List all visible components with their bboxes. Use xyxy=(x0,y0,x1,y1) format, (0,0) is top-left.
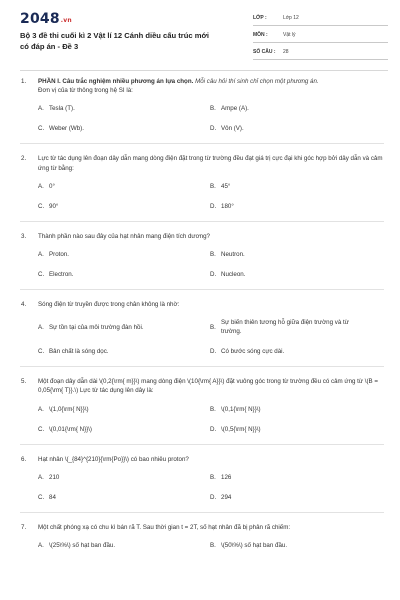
document-title: Bộ 3 đề thi cuối kì 2 Vật lí 12 Cánh diều cấu trúc mới có đáp án - Đề 3 xyxy=(20,31,209,51)
answer-options xyxy=(38,318,384,356)
question-divider xyxy=(20,512,384,513)
option-key: B. xyxy=(210,323,216,331)
option-key: D. xyxy=(210,202,217,210)
question-text: Một chất phóng xạ có chu kì bán rã T. Sau thời gian t = 2T, số hạt nhân đã bị phân rã chiếm: xyxy=(38,523,291,531)
option-key: A. xyxy=(38,251,44,259)
question-prompt: Đơn vị của từ thông trong hệ SI là: xyxy=(38,87,133,95)
option-key: C. xyxy=(38,125,45,133)
question-list xyxy=(0,77,400,550)
option-key: A. xyxy=(38,405,44,413)
question-number: 6. xyxy=(21,455,27,463)
option-d[interactable] xyxy=(210,425,370,434)
option-d[interactable] xyxy=(210,124,370,133)
option-text: 45° xyxy=(221,182,231,190)
meta-value-subject: Vật lý xyxy=(283,32,296,39)
question-text: Sóng điện từ truyền được trong chân không là nhờ: xyxy=(38,301,180,309)
question-item xyxy=(0,77,400,133)
option-d[interactable] xyxy=(210,270,370,279)
meta-row-class xyxy=(253,12,388,26)
question-number: 4. xyxy=(21,301,27,309)
option-a[interactable] xyxy=(38,473,210,482)
option-key: A. xyxy=(38,182,44,190)
option-text: \(0,01{\rm{ N}}\) xyxy=(49,425,92,433)
option-c[interactable] xyxy=(38,270,210,279)
question-divider xyxy=(20,221,384,222)
question-divider xyxy=(20,289,384,290)
option-b[interactable] xyxy=(210,104,370,113)
option-key: B. xyxy=(210,542,216,550)
option-b[interactable] xyxy=(210,318,370,336)
question-item xyxy=(0,154,400,210)
option-a[interactable] xyxy=(38,250,210,259)
option-text: Weber (Wb). xyxy=(49,125,84,133)
option-key: A. xyxy=(38,473,44,481)
option-d[interactable] xyxy=(210,493,370,502)
logo-suffix: .vn xyxy=(60,17,72,24)
option-key: B. xyxy=(210,405,216,413)
part-instruction: Mỗi câu hỏi thí sinh chỉ chọn một phương án. xyxy=(195,78,319,85)
option-a[interactable] xyxy=(38,318,210,336)
question-text: Hạt nhân \(_{84}^{210}{\rm{Po}}\) có bao nhiêu proton? xyxy=(38,455,189,463)
option-text: Có bước sóng cực dài. xyxy=(221,348,285,356)
answer-options xyxy=(38,473,384,502)
question-text xyxy=(38,77,384,86)
option-text: \(1,0{\rm{ N}}\) xyxy=(49,405,89,413)
option-a[interactable] xyxy=(38,182,210,191)
option-c[interactable] xyxy=(38,347,210,356)
option-key: C. xyxy=(38,493,45,501)
question-divider xyxy=(20,366,384,367)
option-b[interactable] xyxy=(210,182,370,191)
question-number: 3. xyxy=(21,232,27,240)
option-text: \(25\%\) số hạt ban đầu. xyxy=(49,542,116,550)
option-b[interactable] xyxy=(210,250,370,259)
answer-options xyxy=(38,182,384,211)
option-text: Tesla (T). xyxy=(49,105,75,113)
option-a[interactable] xyxy=(38,104,210,113)
option-key: B. xyxy=(210,105,216,113)
meta-key-subject: MÔN : xyxy=(253,32,268,39)
question-number: 2. xyxy=(21,155,27,163)
meta-key-question-count: SỐ CÂU : xyxy=(253,49,276,56)
option-text: 294 xyxy=(221,493,232,501)
answer-options xyxy=(38,405,384,434)
question-text: Thành phần nào sau đây của hạt nhân mang điện tích dương? xyxy=(38,232,210,240)
logo-text: 2048 xyxy=(20,11,60,27)
option-b[interactable] xyxy=(210,405,370,414)
question-item xyxy=(0,455,400,502)
meta-value-class: Lớp 12 xyxy=(283,15,299,22)
option-c[interactable] xyxy=(38,425,210,434)
question-item xyxy=(0,377,400,433)
option-text: 0° xyxy=(49,182,55,190)
question-number: 7. xyxy=(21,523,27,531)
option-key: D. xyxy=(210,125,217,133)
option-key: A. xyxy=(38,542,44,550)
option-text: Neutron. xyxy=(221,251,245,259)
question-number: 5. xyxy=(21,378,27,386)
option-c[interactable] xyxy=(38,124,210,133)
option-key: D. xyxy=(210,493,217,501)
option-key: C. xyxy=(38,202,45,210)
question-item xyxy=(0,232,400,279)
option-text: 90° xyxy=(49,202,59,210)
option-text: Nucleon. xyxy=(221,271,246,279)
option-a[interactable] xyxy=(38,405,210,414)
option-text: 84 xyxy=(49,493,56,501)
option-key: D. xyxy=(210,425,217,433)
question-text: Lực từ tác dụng lên đoạn dây dẫn mang dòng điện đặt trong từ trường đều đạt giá trị cực đại khi góc hợp bởi dây dẫn và cảm ứng từ bằng: xyxy=(38,155,383,172)
option-text: Sự biến thiên tương hỗ giữa điện trường và từ trường. xyxy=(221,319,349,336)
option-key: A. xyxy=(38,323,44,331)
option-text: \(0,5{\rm{ N}}\) xyxy=(221,425,261,433)
option-key: B. xyxy=(210,182,216,190)
part-title: PHẦN I. Câu trắc nghiệm nhiều phương án lựa chọn. xyxy=(38,78,194,85)
exam-meta xyxy=(253,12,388,63)
option-key: A. xyxy=(38,105,44,113)
option-text: \(50\%\) số hạt ban đầu. xyxy=(221,542,288,550)
option-text: 210 xyxy=(49,473,60,481)
option-c[interactable] xyxy=(38,493,210,502)
option-text: Sự tồn tại của môi trường đàn hồi. xyxy=(49,323,144,331)
meta-value-question-count: 28 xyxy=(283,49,289,56)
meta-key-class: LỚP : xyxy=(253,15,267,22)
option-c[interactable] xyxy=(38,202,210,211)
answer-options xyxy=(38,541,384,550)
option-text: Ampe (A). xyxy=(221,105,249,113)
question-text: Một đoạn dây dẫn dài \(0,2{\rm{ m}}\) mang dòng điện \(10{\rm{ A}}\) đặt vuông góc trong từ trường đều có cảm ứng từ \(B = 0,05{\rm{ T}}.\) Lực từ tác dụng lên dây là: xyxy=(38,378,378,395)
option-d[interactable] xyxy=(210,202,370,211)
option-text: 126 xyxy=(221,473,232,481)
option-text: 180° xyxy=(221,202,234,210)
header-divider xyxy=(20,70,388,71)
option-key: B. xyxy=(210,473,216,481)
question-item xyxy=(0,300,400,356)
question-number: 1. xyxy=(21,78,27,85)
option-d[interactable] xyxy=(210,347,370,356)
answer-options xyxy=(38,104,384,133)
meta-row-question-count xyxy=(253,46,388,60)
option-key: B. xyxy=(210,251,216,259)
question-divider xyxy=(20,143,384,144)
option-key: D. xyxy=(210,348,217,356)
question-item xyxy=(0,523,400,550)
meta-row-subject xyxy=(253,29,388,43)
document-header xyxy=(0,0,400,68)
option-text: Bản chất là sóng dọc. xyxy=(49,348,109,356)
option-text: Electron. xyxy=(49,271,74,279)
option-text: Vôn (V). xyxy=(221,125,244,133)
option-text: Proton. xyxy=(49,251,69,259)
option-key: C. xyxy=(38,425,45,433)
option-b[interactable] xyxy=(210,541,370,550)
option-key: C. xyxy=(38,271,45,279)
answer-options xyxy=(38,250,384,279)
option-b[interactable] xyxy=(210,473,370,482)
site-logo[interactable] xyxy=(20,11,72,27)
option-key: C. xyxy=(38,348,45,356)
option-a[interactable] xyxy=(38,541,210,550)
option-text: \(0,1{\rm{ N}}\) xyxy=(221,405,261,413)
option-key: D. xyxy=(210,271,217,279)
question-divider xyxy=(20,444,384,445)
